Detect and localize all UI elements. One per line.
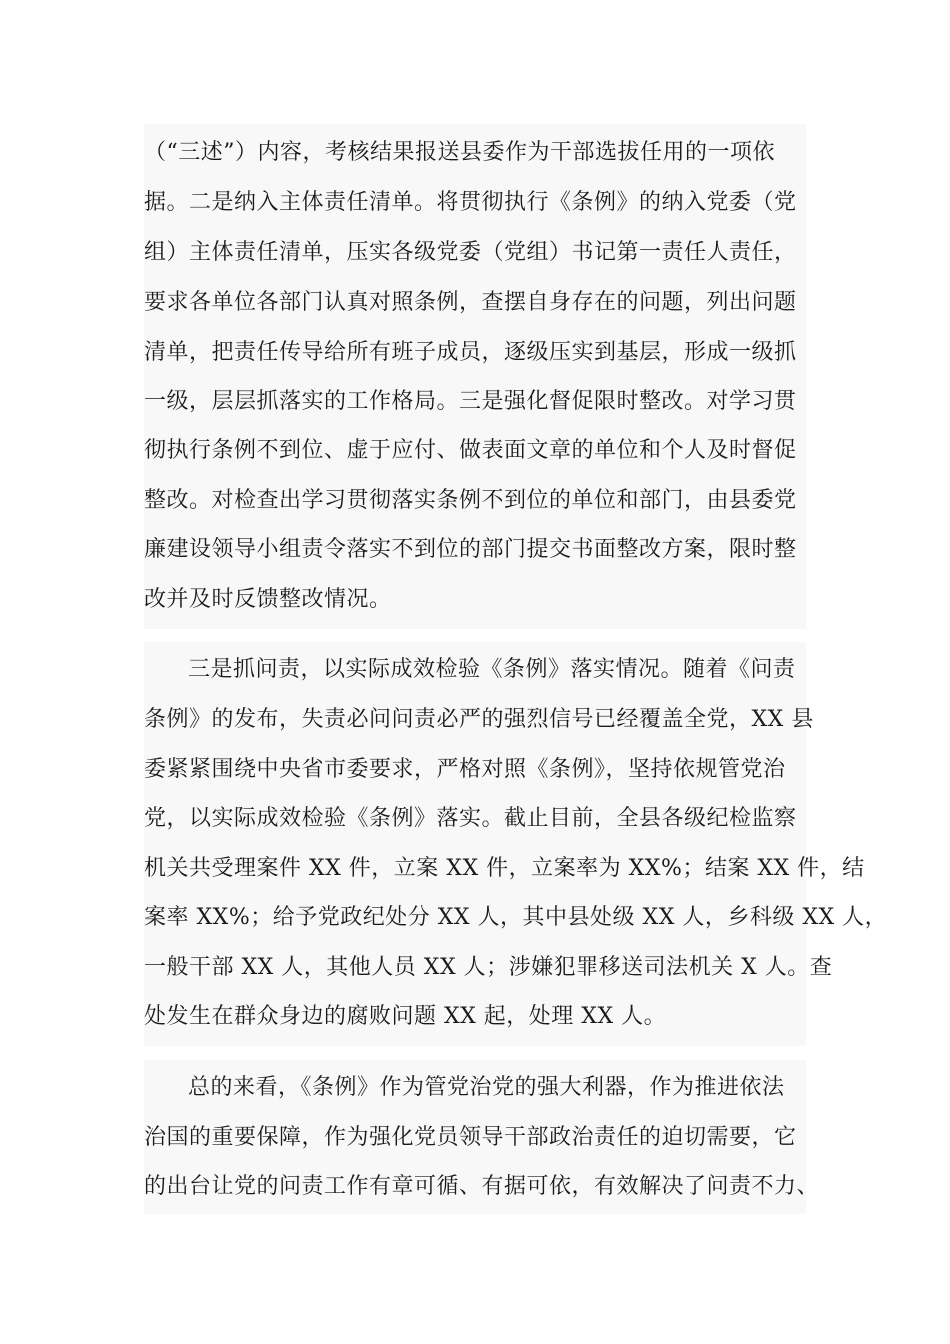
paragraph-line: 案率 XX%；给予党政纪处分 XX 人，其中县处级 XX 人，乡科级 XX 人， xyxy=(144,905,888,930)
paragraph-line: 处发生在群众身边的腐败问题 XX 起，处理 XX 人。 xyxy=(144,1004,667,1029)
paragraph-line: 清单，把责任传导给所有班子成员，逐级压实到基层，形成一级抓 xyxy=(144,340,797,365)
paragraph-line: 组）主体责任清单，压实各级党委（党组）书记第一责任人责任， xyxy=(144,240,797,265)
paragraph-line: 要求各单位各部门认真对照条例，查摆自身存在的问题，列出问题 xyxy=(144,290,797,315)
paragraph-line: 三是抓问责，以实际成效检验《条例》落实情况。随着《问责 xyxy=(188,657,796,682)
paragraph-line: （“三述”）内容，考核结果报送县委作为干部选拔任用的一项依 xyxy=(144,140,775,165)
paragraph-line: 据。二是纳入主体责任清单。将贯彻执行《条例》的纳入党委（党 xyxy=(144,190,797,215)
paragraph-line: 治国的重要保障，作为强化党员领导干部政治责任的迫切需要，它 xyxy=(144,1125,797,1150)
paragraph-line: 廉建设领导小组责令落实不到位的部门提交书面整改方案，限时整 xyxy=(144,537,797,562)
paragraph-line: 条例》的发布，失责必问问责必严的强烈信号已经覆盖全党，XX 县 xyxy=(144,707,814,732)
paragraph-line: 的出台让党的问责工作有章可循、有据可依，有效解决了问责不力、 xyxy=(144,1174,820,1199)
paragraph-line: 总的来看，《条例》作为管党治党的强大利器，作为推进依法 xyxy=(188,1075,785,1100)
paragraph-line: 改并及时反馈整改情况。 xyxy=(144,587,392,612)
paragraph-line: 一般干部 XX 人，其他人员 XX 人；涉嫌犯罪移送司法机关 X 人。查 xyxy=(144,955,833,980)
paragraph-line: 一级，层层抓落实的工作格局。三是强化督促限时整改。对学习贯 xyxy=(144,389,797,414)
paragraph-line: 机关共受理案件 XX 件，立案 XX 件，立案率为 XX%；结案 XX 件，结 xyxy=(144,856,865,881)
paragraph-line: 党，以实际成效检验《条例》落实。截止目前，全县各级纪检监察 xyxy=(144,806,797,831)
paragraph-line: 委紧紧围绕中央省市委要求，严格对照《条例》，坚持依规管党治 xyxy=(144,757,786,782)
paragraph-line: 彻执行条例不到位、虚于应付、做表面文章的单位和个人及时督促 xyxy=(144,438,797,463)
paragraph-line: 整改。对检查出学习贯彻落实条例不到位的单位和部门，由县委党 xyxy=(144,488,797,513)
